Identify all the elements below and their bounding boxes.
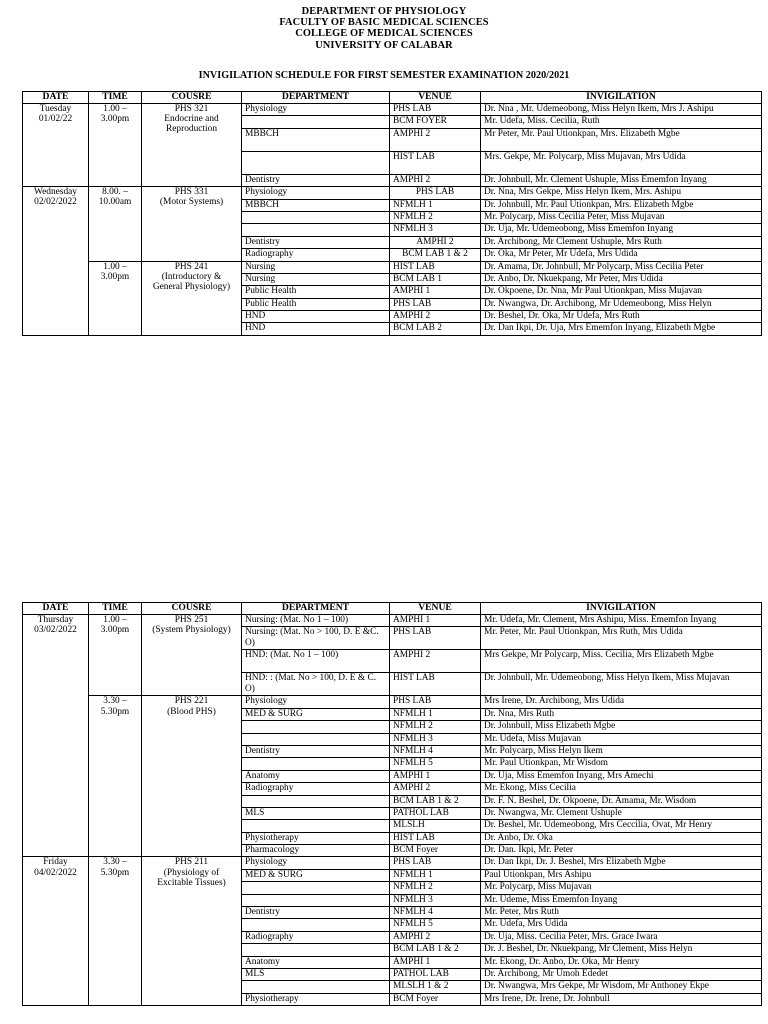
invigilation-cell: Dr. Uja, Miss Ememfon Inyang, Mrs Amechi: [481, 770, 762, 782]
department-cell: Dentistry: [242, 907, 390, 919]
course-line: Reproduction: [165, 124, 218, 135]
time-line: 5.30pm: [100, 706, 130, 717]
venue-cell: NFMLH 3: [390, 224, 481, 236]
invigilation-cell: Mr. Polycarp, Miss Helyn Ikem: [481, 745, 762, 757]
invigilation-cell: Dr. Oka, Mr Peter, Mr Udefa, Mrs Udida: [481, 249, 762, 261]
time-line: 3.30 –: [103, 857, 127, 868]
venue-cell: MLSLH: [390, 820, 481, 832]
department-cell: Physiology: [242, 187, 390, 199]
invigilation-cell: Dr. Beshel, Dr. Oka, Mr Udefa, Mrs Ruth: [481, 311, 762, 323]
invigilation-cell: Dr. Dan Ikpi, Dr. Uja, Mrs Ememfon Inyang, Elizabeth Mgbe: [481, 323, 762, 335]
course-line: (Physiology of: [163, 867, 220, 878]
department-cell: Anatomy: [242, 956, 390, 968]
col-course: COUSRE: [142, 92, 242, 104]
invigilation-cell: Dr. Beshel, Mr. Udemeobong, Mrs Ceccilia, Ovat, Mr Henry: [481, 820, 762, 832]
col-course: COUSRE: [142, 603, 242, 615]
table-1-body: [23, 104, 762, 336]
invigilation-cell: Dr. Nna , Mr. Udemeobong, Miss Helyn Ikem, Mrs J. Ashipu: [481, 104, 762, 116]
table-row: [23, 104, 762, 116]
table-header-row: [23, 603, 762, 615]
venue-cell: NFMLH 5: [390, 919, 481, 931]
venue-cell: HIST LAB: [390, 151, 481, 174]
venue-cell: PHS LAB: [390, 696, 481, 708]
invigilation-cell: Dr. Johnbull, Miss Elizabeth Mgbe: [481, 721, 762, 733]
venue-cell: NFMLH 1: [390, 199, 481, 211]
department-cell: Physiology: [242, 696, 390, 708]
department-cell: Pharmacology: [242, 845, 390, 857]
department-cell: MED & SURG: [242, 869, 390, 881]
department-cell: Public Health: [242, 286, 390, 298]
venue-cell: BCM FOYER: [390, 116, 481, 128]
venue-cell: HIST LAB: [390, 832, 481, 844]
venue-cell: PATHOL LAB: [390, 807, 481, 819]
date-cell: [23, 104, 89, 187]
course-line: PHS 251: [174, 615, 209, 625]
venue-cell: BCM LAB 1 & 2: [390, 249, 481, 261]
venue-cell: BCM LAB 2: [390, 323, 481, 335]
department-cell: Dentistry: [242, 236, 390, 248]
venue-cell: MLSLH 1 & 2: [390, 981, 481, 993]
course-line: (Blood PHS): [167, 706, 216, 717]
invigilation-cell: Mr. Polycarp, Miss Mujavan: [481, 882, 762, 894]
course-cell: [142, 187, 242, 261]
header-college: COLLEGE OF MEDICAL SCIENCES: [295, 28, 473, 40]
department-cell: [242, 758, 390, 770]
col-time: TIME: [89, 92, 142, 104]
department-cell: [242, 919, 390, 931]
course-cell: [142, 696, 242, 857]
invigilation-cell: Dr. Amama, Dr. Johnbull, Mr Polycarp, Miss Cecilia Peter: [481, 261, 762, 273]
department-cell: HND: : (Mat. No > 100, D. E & C. O): [242, 673, 390, 696]
course-line: (Motor Systems): [159, 197, 224, 208]
header-department: DEPARTMENT OF PHYSIOLOGY: [301, 6, 467, 17]
invigilation-cell: Dr. Dan. Ikpi, Mr. Peter: [481, 845, 762, 857]
venue-cell: BCM Foyer: [390, 845, 481, 857]
table-row: [23, 696, 762, 708]
department-cell: [242, 795, 390, 807]
schedule-title: INVIGILATION SCHEDULE FOR FIRST SEMESTER EXAMINATION 2020/2021: [198, 70, 570, 81]
invigilation-cell: Mr. Peter, Mr. Paul Utionkpan, Mrs Ruth, Mrs Udida: [481, 627, 762, 650]
venue-cell: NFMLH 1: [390, 869, 481, 881]
col-venue: VENUE: [390, 92, 481, 104]
date-line: Thursday: [37, 615, 74, 625]
department-cell: [242, 944, 390, 956]
invigilation-cell: Mr. Polycarp, Miss Cecilia Peter, Miss Mujavan: [481, 211, 762, 223]
invigilation-cell: Dr. Uja, Mr. Udemeobong, Miss Ememfon Inyang: [481, 224, 762, 236]
table-row: [23, 615, 762, 627]
time-cell: [89, 104, 142, 187]
venue-cell: NFMLH 3: [390, 733, 481, 745]
document-header: [0, 6, 768, 51]
col-date: DATE: [23, 92, 89, 104]
venue-cell: NFMLH 3: [390, 894, 481, 906]
course-cell: [142, 104, 242, 187]
invigilation-cell: Mr. Ekong, Miss Cecilia: [481, 783, 762, 795]
department-cell: HND: (Mat. No 1 – 100): [242, 650, 390, 673]
department-cell: Dentistry: [242, 745, 390, 757]
venue-cell: AMPHI 2: [390, 783, 481, 795]
time-cell: [89, 696, 142, 857]
date-line: 04/02/2022: [34, 867, 77, 878]
department-cell: Physiology: [242, 857, 390, 869]
department-cell: [242, 733, 390, 745]
department-cell: HND: [242, 323, 390, 335]
invigilation-cell: Dr. Archibong, Mr Umoh Ededet: [481, 968, 762, 980]
department-cell: [242, 224, 390, 236]
venue-cell: AMPHI 2: [390, 128, 481, 151]
invigilation-cell: Dr. Nwangwa, Mr. Clement Ushuple: [481, 807, 762, 819]
department-cell: MLS: [242, 968, 390, 980]
time-line: 1.00 –: [103, 104, 127, 114]
invigilation-cell: Mrs Irene, Dr. Archibong, Mrs Udida: [481, 696, 762, 708]
invigilation-cell: Mr. Ekong, Dr. Anbo, Dr. Oka, Mr Henry: [481, 956, 762, 968]
venue-cell: NFMLH 5: [390, 758, 481, 770]
col-venue: VENUE: [390, 603, 481, 615]
col-time: TIME: [89, 603, 142, 615]
schedule-table-1: [22, 91, 762, 336]
department-cell: Radiography: [242, 931, 390, 943]
course-cell: [142, 615, 242, 696]
invigilation-cell: Mr. Udefa, Miss Mujavan: [481, 733, 762, 745]
department-cell: Anatomy: [242, 770, 390, 782]
department-cell: MLS: [242, 807, 390, 819]
date-line: Tuesday: [39, 104, 72, 114]
time-line: 1.00 –: [103, 261, 127, 272]
invigilation-cell: Mr. Udefa, Mrs Udida: [481, 919, 762, 931]
date-cell: [23, 615, 89, 857]
venue-cell: PHS LAB: [390, 104, 481, 116]
invigilation-cell: Dr. Anbo, Dr. Oka: [481, 832, 762, 844]
date-line: Friday: [43, 857, 68, 868]
course-line: (System Physiology): [152, 625, 231, 636]
time-cell: [89, 261, 142, 335]
department-cell: Nursing: (Mat. No 1 – 100): [242, 615, 390, 627]
department-cell: [242, 894, 390, 906]
time-line: 3.00pm: [100, 271, 130, 282]
invigilation-cell: Dr. Okpoene, Dr. Nna, Mr Paul Utionkpan, Miss Mujavan: [481, 286, 762, 298]
venue-cell: PHS LAB: [390, 187, 481, 199]
invigilation-cell: Paul Utionkpan, Mrs Ashipu: [481, 869, 762, 881]
time-line: 3.30 –: [103, 696, 127, 707]
venue-cell: NFMLH 4: [390, 907, 481, 919]
venue-cell: HIST LAB: [390, 673, 481, 696]
venue-cell: AMPHI 2: [390, 236, 481, 248]
venue-cell: NFMLH 4: [390, 745, 481, 757]
department-cell: [242, 981, 390, 993]
invigilation-cell: Dr. F. N. Beshel, Dr. Okpoene, Dr. Amama, Mr. Wisdom: [481, 795, 762, 807]
venue-cell: BCM LAB 1: [390, 273, 481, 285]
col-department: DEPARTMENT: [242, 603, 390, 615]
invigilation-cell: Dr. J. Beshel, Dr. Nkuekpang, Mr Clement, Miss Helyn: [481, 944, 762, 956]
invigilation-cell: Dr. Johnbull, Mr. Udemeobong, Miss Helyn Ikem, Miss Mujavan: [481, 673, 762, 696]
invigilation-cell: Dr. Johnbull, Mr. Paul Utionkpan, Mrs. Elizabeth Mgbe: [481, 199, 762, 211]
venue-cell: AMPHI 2: [390, 311, 481, 323]
time-line: 5.30pm: [100, 867, 130, 878]
venue-cell: AMPHI 1: [390, 286, 481, 298]
col-date: DATE: [23, 603, 89, 615]
date-cell: [23, 857, 89, 1006]
col-invigilation: INVIGILATION: [481, 603, 762, 615]
table-header-row: [23, 92, 762, 104]
table-row: [23, 261, 762, 273]
invigilation-cell: Mr. Peter, Mrs Ruth: [481, 907, 762, 919]
venue-cell: BCM LAB 1 & 2: [390, 944, 481, 956]
department-cell: [242, 721, 390, 733]
department-cell: MED & SURG: [242, 708, 390, 720]
venue-cell: NFMLH 2: [390, 211, 481, 223]
table-2-body: [23, 615, 762, 1006]
department-cell: [242, 211, 390, 223]
venue-cell: BCM LAB 1 & 2: [390, 795, 481, 807]
department-cell: Physiotherapy: [242, 832, 390, 844]
course-line: (Introductory &: [161, 271, 222, 282]
course-line: General Physiology): [152, 281, 231, 292]
date-cell: [23, 187, 89, 336]
time-line: 3.00pm: [100, 625, 130, 636]
invigilation-cell: Mr. Udefa, Miss. Cecilia, Ruth: [481, 116, 762, 128]
venue-cell: AMPHI 1: [390, 956, 481, 968]
venue-cell: PATHOL LAB: [390, 968, 481, 980]
venue-cell: NFMLH 2: [390, 882, 481, 894]
department-cell: MBBCH: [242, 128, 390, 151]
invigilation-cell: Mr. Udefa, Mr. Clement, Mrs Ashipu, Miss. Ememfon Inyang: [481, 615, 762, 627]
date-line: Wednesday: [34, 187, 77, 198]
department-cell: [242, 151, 390, 174]
course-line: PHS 321: [174, 104, 209, 114]
venue-cell: NFMLH 2: [390, 721, 481, 733]
course-cell: [142, 857, 242, 1006]
venue-cell: PHS LAB: [390, 857, 481, 869]
invigilation-cell: Dr. Nwangwa, Mrs Gekpe, Mr Wisdom, Mr Anthoney Ekpe: [481, 981, 762, 993]
course-line: Endocrine and: [164, 114, 219, 125]
invigilation-cell: Dr. Nna, Mrs Ruth: [481, 708, 762, 720]
department-cell: MBBCH: [242, 199, 390, 211]
course-line: PHS 241: [174, 261, 209, 272]
time-line: 8.00. –: [102, 187, 128, 198]
department-cell: Nursing: (Mat. No > 100, D. E &C. O): [242, 627, 390, 650]
course-cell: [142, 261, 242, 335]
invigilation-cell: Dr. Nna, Mrs Gekpe, Miss Helyn Ikem, Mrs. Ashipu: [481, 187, 762, 199]
invigilation-cell: Dr. Uja, Miss. Cecilia Peter, Mrs. Grace Iwara: [481, 931, 762, 943]
col-invigilation: INVIGILATION: [481, 92, 762, 104]
venue-cell: AMPHI 2: [390, 650, 481, 673]
department-cell: Radiography: [242, 783, 390, 795]
invigilation-cell: Dr. Nwangwa, Dr. Archibong, Mr Udemeobong, Miss Helyn: [481, 298, 762, 310]
venue-cell: AMPHI 1: [390, 770, 481, 782]
department-cell: [242, 882, 390, 894]
invigilation-cell: Mrs Irene, Dr. Irene, Dr. Johnbull: [481, 993, 762, 1005]
invigilation-cell: Dr. Archibong, Mr Clement Ushuple, Mrs Ruth: [481, 236, 762, 248]
venue-cell: BCM Foyer: [390, 993, 481, 1005]
venue-cell: NFMLH 1: [390, 708, 481, 720]
invigilation-cell: Mrs. Gekpe, Mr. Polycarp, Miss Mujavan, Mrs Udida: [481, 151, 762, 174]
department-cell: [242, 116, 390, 128]
venue-cell: AMPHI 1: [390, 615, 481, 627]
time-line: 1.00 –: [103, 615, 127, 625]
department-cell: Radiography: [242, 249, 390, 261]
time-cell: [89, 857, 142, 1006]
course-line: PHS 211: [174, 857, 209, 868]
time-line: 10.00am: [98, 197, 132, 208]
invigilation-cell: Mr. Udeme, Miss Ememfon Inyang: [481, 894, 762, 906]
department-cell: Public Health: [242, 298, 390, 310]
time-line: 3.00pm: [100, 114, 130, 125]
venue-cell: HIST LAB: [390, 261, 481, 273]
department-cell: Nursing: [242, 261, 390, 273]
date-line: 01/02/22: [38, 114, 73, 125]
table-row: [23, 857, 762, 869]
course-line: Excitable Tissues): [157, 877, 226, 888]
time-cell: [89, 615, 142, 696]
department-cell: HND: [242, 311, 390, 323]
venue-cell: PHS LAB: [390, 627, 481, 650]
department-cell: Physiotherapy: [242, 993, 390, 1005]
invigilation-cell: Mr. Paul Utionkpan, Mr Wisdom: [481, 758, 762, 770]
department-cell: Physiology: [242, 104, 390, 116]
venue-cell: PHS LAB: [390, 298, 481, 310]
invigilation-cell: Mrs Gekpe, Mr Polycarp, Miss. Cecilia, Mrs Elizabeth Mgbe: [481, 650, 762, 673]
schedule-table-2: [22, 602, 762, 1006]
invigilation-cell: Dr. Anbo, Dr. Nkuekpang, Mr Peter, Mrs Udida: [481, 273, 762, 285]
department-cell: Nursing: [242, 273, 390, 285]
header-university: UNIVERSITY OF CALABAR: [315, 39, 453, 51]
venue-cell: AMPHI 2: [390, 174, 481, 186]
time-cell: [89, 187, 142, 261]
course-line: PHS 331: [174, 187, 209, 198]
invigilation-cell: Mr Peter, Mr. Paul Utionkpan, Mrs. Elizabeth Mgbe: [481, 128, 762, 151]
date-line: 02/02/2022: [34, 197, 77, 208]
department-cell: Dentistry: [242, 174, 390, 186]
col-department: DEPARTMENT: [242, 92, 390, 104]
date-line: 03/02/2022: [34, 625, 77, 636]
venue-cell: AMPHI 2: [390, 931, 481, 943]
header-faculty: FACULTY OF BASIC MEDICAL SCIENCES: [279, 17, 489, 29]
table-row: [23, 187, 762, 199]
invigilation-cell: Dr. Johnbull, Mr. Clement Ushuple, Miss Ememfon Inyang: [481, 174, 762, 186]
department-cell: [242, 820, 390, 832]
course-line: PHS 221: [174, 696, 209, 707]
invigilation-cell: Dr. Dan Ikpi, Dr. J. Beshel, Mrs Elizabeth Mgbe: [481, 857, 762, 869]
